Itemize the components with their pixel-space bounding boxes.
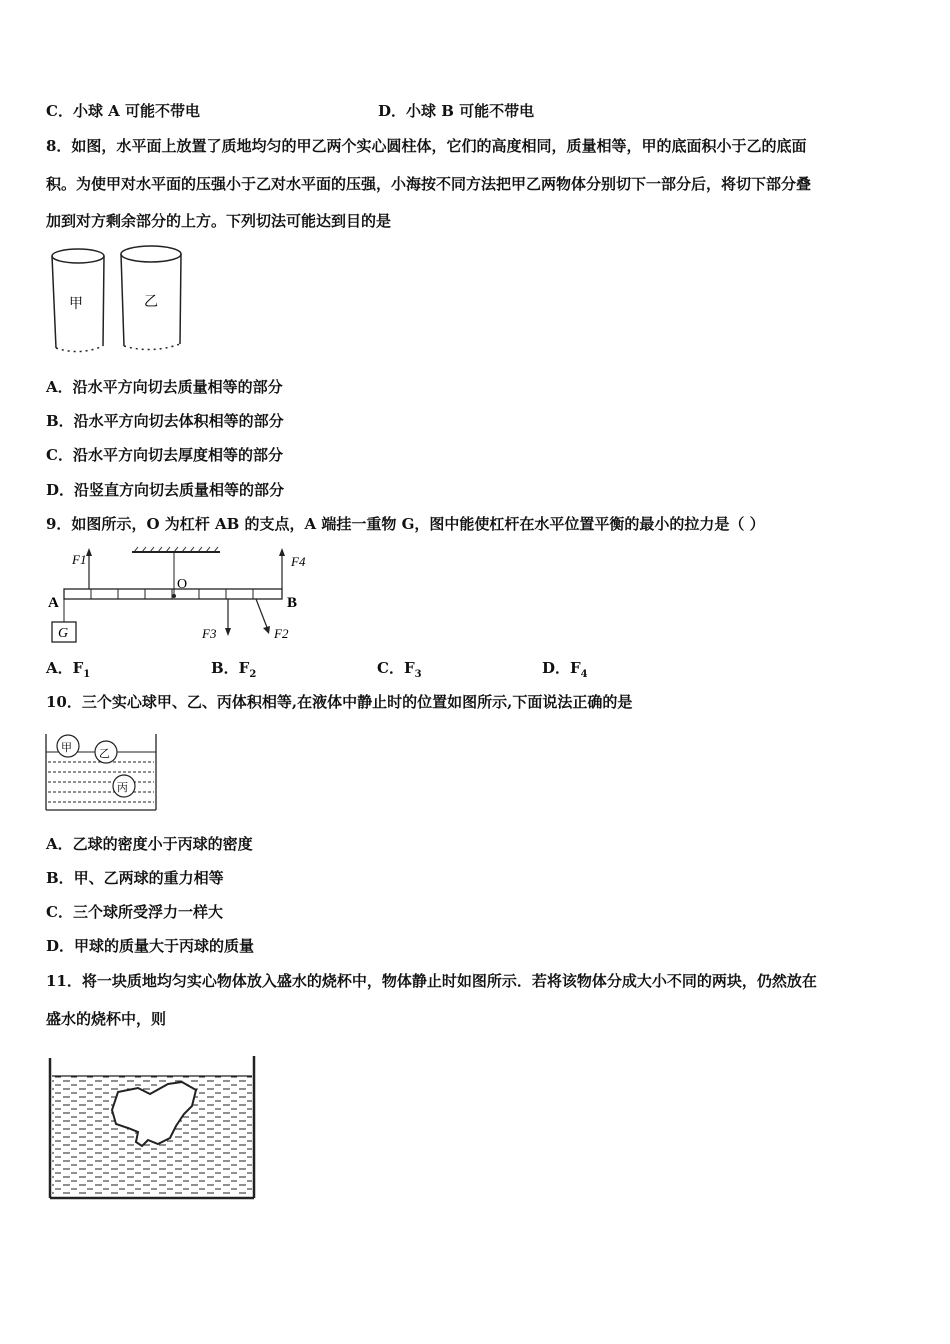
q8-stem-line-2: 积。为使甲对水平面的压强小于乙对水平面的压强，小海按不同方法把甲乙两物体分别切下一部分后，将切下部分叠	[46, 175, 812, 193]
q10-fig-label-yi: 乙	[99, 748, 110, 760]
q8-fig-label-jia: 甲	[69, 297, 83, 312]
q10-option-a: A．乙球的密度小于丙球的密度	[46, 835, 253, 853]
q8-option-d: D．沿竖直方向切去质量相等的部分	[46, 481, 285, 499]
q9-fig-label-a: A	[48, 595, 59, 611]
q10-stem: 10．三个实心球甲、乙、丙体积相等,在液体中静止时的位置如图所示,下面说法正确的是	[46, 693, 633, 711]
q10-fig-label-jia: 甲	[61, 742, 72, 754]
q9-option-b: B．$F_2$	[211, 659, 257, 680]
q9-option-d: D．$F_4$	[542, 659, 588, 680]
q8-option-c: C．沿水平方向切去厚度相等的部分	[46, 446, 283, 464]
q11-beaker-figure	[46, 1054, 260, 1204]
q8-option-a: A．沿水平方向切去质量相等的部分	[46, 378, 283, 396]
q10-option-c: C．三个球所受浮力一样大	[46, 903, 223, 921]
q8-stem-line-3: 加到对方剩余部分的上方。下列切法可能达到目的是	[46, 212, 392, 230]
q9-fig-label-b: B	[287, 595, 298, 611]
q10-balls-figure	[44, 732, 160, 814]
q10-fig-label-bing: 丙	[117, 782, 128, 794]
q9-fig-label-g: G	[58, 626, 69, 641]
q7-option-d: D．小球 B 可能不带电	[378, 102, 535, 120]
q9-fig-label-f2: F2	[274, 626, 289, 641]
q7-option-c: C．小球 A 可能不带电	[46, 102, 201, 120]
q9-lever-figure	[44, 544, 324, 648]
q9-option-a: A．$F_1$	[46, 659, 91, 680]
q8-stem-line-1: 8．如图，水平面上放置了质地均匀的甲乙两个实心圆柱体，它们的高度相同，质量相等，甲的底面积小于乙的底面	[46, 137, 807, 155]
q8-fig-label-yi: 乙	[144, 295, 158, 310]
q8-cylinders-figure	[48, 244, 188, 358]
q9-fig-label-f1: F1	[72, 552, 87, 567]
q10-option-b: B．甲、乙两球的重力相等	[46, 869, 224, 887]
q11-stem-line-2: 盛水的烧杯中，则	[46, 1010, 167, 1028]
q9-fig-label-o: O	[177, 577, 188, 592]
q9-stem: 9．如图所示，O 为杠杆 AB 的支点，A 端挂一重物 G，图中能使杠杆在水平位置平衡的最小的拉力是（ ）	[46, 515, 765, 533]
q9-fig-label-f3: F3	[202, 626, 217, 641]
q11-stem-line-1: 11．将一块质地均匀实心物体放入盛水的烧杯中，物体静止时如图所示．若将该物体分成大小不同的两块，仍然放在	[46, 972, 817, 990]
q9-fig-label-f4: F4	[291, 554, 306, 569]
q10-option-d: D．甲球的质量大于丙球的质量	[46, 937, 255, 955]
q8-option-b: B．沿水平方向切去体积相等的部分	[46, 412, 284, 430]
q9-option-c: C．$F_3$	[377, 659, 422, 680]
